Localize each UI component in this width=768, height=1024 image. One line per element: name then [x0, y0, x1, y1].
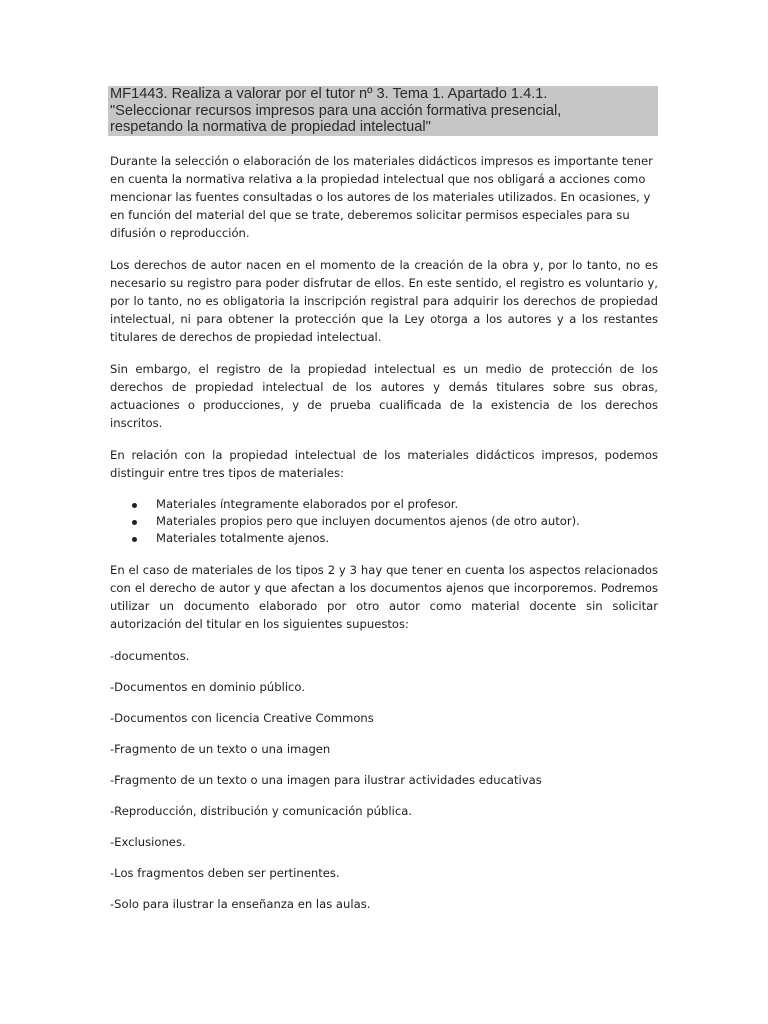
- list-item: [156, 496, 658, 513]
- document-body: [110, 152, 658, 926]
- intro-paragraph: Durante la selección o elaboración de los materiales didácticos impresos es importante tener en cuenta la normativa relativa a la propiedad intelectual que nos obligará a acciones como mencionar las fuentes consultadas o los autores de los materiales utilizados. En ocasiones, y en función del material del que se trate, deberemos solicitar permisos especiales para su difusión o reproducción.: [110, 154, 653, 240]
- assumptions-list: [110, 647, 658, 926]
- assumption-item: -Documentos en dominio público.: [110, 680, 306, 694]
- title-line: MF1443. Realiza a valorar por el tutor nº 3. Tema 1. Apartado 1.4.1.: [110, 86, 548, 102]
- assumption-item: -Exclusiones.: [110, 835, 186, 849]
- material-types-paragraph: En relación con la propiedad intelectual de los materiales didácticos impresos, podemos distinguir entre tres tipos de materiales:: [110, 448, 658, 480]
- document-title-box: [108, 86, 658, 136]
- material-types-list: [110, 496, 658, 547]
- assumption-item: -Fragmento de un texto o una imagen: [110, 742, 331, 756]
- assumption-item: -Los fragmentos deben ser pertinentes.: [110, 866, 340, 880]
- assumption-item: -Documentos con licencia Creative Commons: [110, 711, 374, 725]
- assumption-item: -Solo para ilustrar la enseñanza en las aulas.: [110, 897, 371, 911]
- list-item-text: Materiales propios pero que incluyen documentos ajenos (de otro autor).: [156, 514, 580, 528]
- bullet-icon: [132, 520, 137, 525]
- assumption-item: -documentos.: [110, 649, 190, 663]
- list-item-text: Materiales totalmente ajenos.: [156, 531, 330, 545]
- assumption-item: -Reproducción, distribución y comunicación pública.: [110, 804, 412, 818]
- usage-conditions-paragraph: En el caso de materiales de los tipos 2 y 3 hay que tener en cuenta los aspectos relacionados con el derecho de autor y que afectan a los documentos ajenos que incorporemos. Podremos utilizar un documento elaborado por otro autor como material docente sin solicitar autorización del titular en los siguientes supuestos:: [110, 563, 658, 631]
- list-item-text: Materiales íntegramente elaborados por el profesor.: [156, 497, 459, 511]
- registry-paragraph: Sin embargo, el registro de la propiedad intelectual es un medio de protección de los derechos de propiedad intelectual de los autores y demás titulares sobre sus obras, actuaciones o producciones, y de prueba cualificada de la existencia de los derechos inscritos.: [110, 362, 658, 430]
- assumption-item: -Fragmento de un texto o una imagen para ilustrar actividades educativas: [110, 773, 542, 787]
- title-line: respetando la normativa de propiedad intelectual": [110, 119, 431, 135]
- title-line: "Seleccionar recursos impresos para una acción formativa presencial,: [110, 102, 562, 119]
- bullet-icon: [132, 537, 137, 542]
- list-item: [156, 513, 658, 530]
- list-item: [156, 530, 658, 547]
- copyright-paragraph: Los derechos de autor nacen en el momento de la creación de la obra y, por lo tanto, no es necesario su registro para poder disfrutar de ellos. En este sentido, el registro es voluntario y, por lo tanto, no es obligatoria la inscripción registral para adquirir los derechos de propiedad intelectual, ni para obtener la protección que la Ley otorga a los autores y a los restantes titulares de derechos de propiedad intelectual.: [110, 258, 658, 344]
- bullet-icon: [132, 503, 137, 508]
